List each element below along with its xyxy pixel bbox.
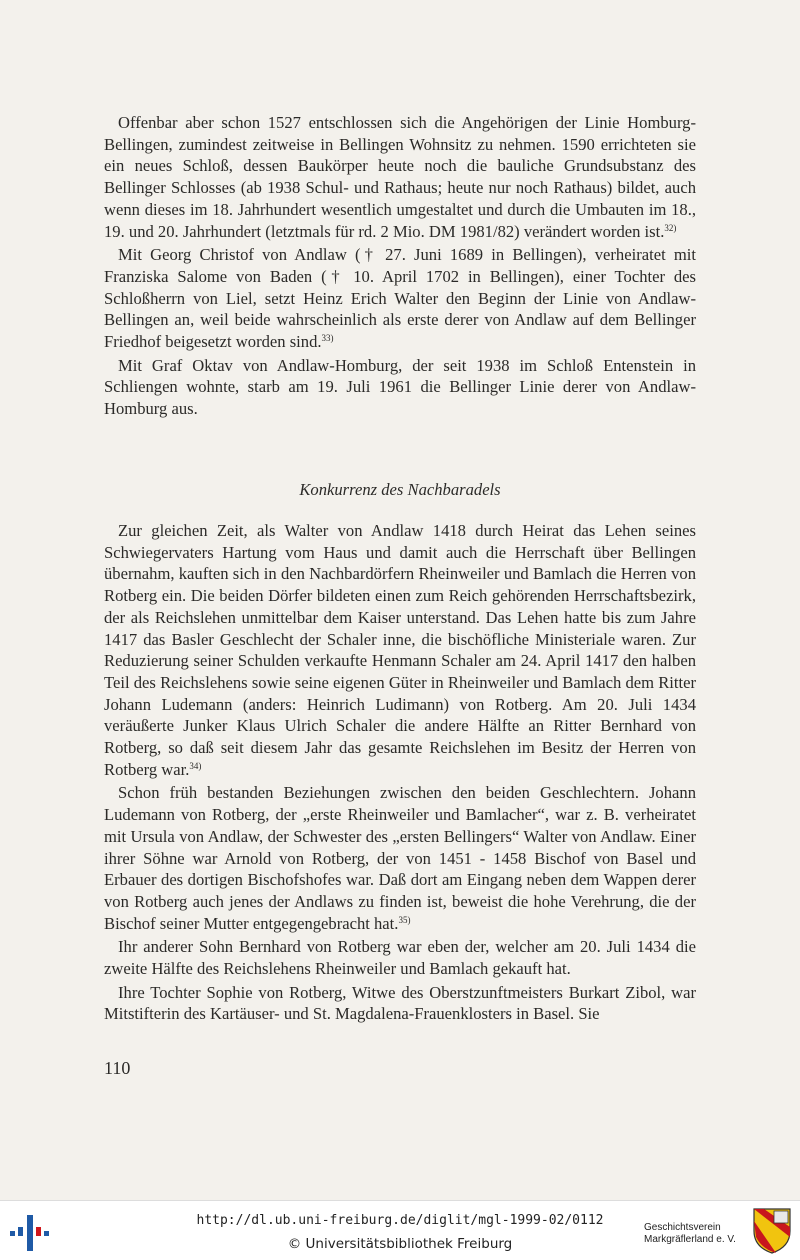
footnote-ref: 32) bbox=[664, 222, 677, 233]
paragraph: Ihre Tochter Sophie von Rotberg, Witwe des Oberstzunftmeisters Burkart Zibol, war Mitstifterin des Kartäuser- und St. Magdalena-Frauenklosters in Basel. Sie bbox=[104, 982, 696, 1024]
society-name-line2: Markgräflerland e. V. bbox=[644, 1234, 736, 1245]
footer-bar bbox=[0, 1200, 800, 1260]
paragraph: Schon früh bestanden Beziehungen zwischen den beiden Geschlechtern. Johann Ludemann von Rotberg, der „erste Rheinweiler und Bamlacher“, war z. B. verheiratet mit Ursula von Andlaw, der Schwester des „ersten Bellingers“ Walter von Andlaw. Einer ihrer Söhne war Arnold von Rotberg, der von 1451 - 1458 Bischof von Basel und Erbauer des dortigen Bischofshofes war. Daß dort am Eingang neben dem Wappen derer von Rotberg auch jenes der Andlaws zu finden ist, beweist die hohe Verehrung, die der Bischof seiner Mutter entgegengebracht hat.$^{35)}$ bbox=[104, 783, 696, 933]
paragraph: Mit Graf Oktav von Andlaw-Homburg, der seit 1938 im Schloß Entenstein in Schliengen wohnte, starb am 19. Juli 1961 die Bellinger Linie derer von Andlaw-Homburg aus. bbox=[104, 355, 696, 419]
text-block-bottom bbox=[104, 520, 696, 1027]
paragraph: Offenbar aber schon 1527 entschlossen sich die Angehörigen der Linie Homburg-Bellingen, zumindest zeitweise in Bellingen Wohnsitz zu nehmen. 1590 errichteten sie ein neues Schloß, dessen Baukörper heute noch die bauliche Grundsubstanz des Bellinger Schlosses (ab 1938 Schul- und Rathaus; heute nur noch Rathaus) bildet, auch wenn dieses im 18. Jahrhundert wesentlich umgestaltet und durch die Umbauten im 18., 19. und 20. Jahrhundert (letztmals für rd. 2 Mio. DM 1981/82) verändert worden ist.$^{32)}$ bbox=[104, 113, 696, 241]
coat-of-arms-icon bbox=[752, 1207, 792, 1255]
footnote-ref: 35) bbox=[398, 914, 411, 925]
paragraph: Mit Georg Christof von Andlaw († 27. Juni 1689 in Bellingen), verheiratet mit Franziska Salome von Baden († 10. April 1702 in Bellingen), einer Tochter des Schloßherrn von Liel, setzt Heinz Erich Walter den Beginn der Linie von Andlaw-Bellingen an, weil beide wahrscheinlich als erste derer von Andlaw auf dem Bellinger Friedhof beigesetzt worden sind.$^{33)}$ bbox=[104, 245, 696, 352]
copyright-notice: © Universitätsbibliothek Freiburg bbox=[287, 1236, 513, 1252]
footnote-ref: 34) bbox=[189, 760, 202, 771]
footnote-ref: 33) bbox=[321, 333, 334, 344]
source-url-link[interactable]: http://dl.ub.uni-freiburg.de/diglit/mgl-1999-02/0112 bbox=[196, 1213, 604, 1228]
society-name bbox=[644, 1222, 736, 1246]
section-heading: Konkurrenz des Nachbaradels bbox=[299, 480, 501, 499]
society-name-line1: Geschichtsverein bbox=[644, 1222, 721, 1233]
page-number: 110 bbox=[104, 1058, 131, 1078]
paragraph: Ihr anderer Sohn Bernhard von Rotberg war eben der, welcher am 20. Juli 1434 die zweite Hälfte des Reichslehens Rheinweiler und Bamlach gekauft hat. bbox=[104, 937, 696, 979]
paragraph: Zur gleichen Zeit, als Walter von Andlaw 1418 durch Heirat das Lehen seines Schwiegervaters Hartung vom Haus und damit auch die Herrschaft über Bellingen übernahm, kauften sich in den Nachbardörfern Rheinweiler und Bamlach die Herren von Rotberg ein. Die beiden Dörfer bildeten einen zum Reich gehörenden Herrschaftsbezirk, der als Reichslehen unmittelbar dem Kaiser unterstand. Das Lehen hatte bis zum Jahre 1417 das Basler Geschlecht der Schaler inne, die bischöfliche Ministeriale waren. Zur Reduzierung seiner Schulden verkaufte Henmann Schaler am 24. April 1417 den halben Teil des Reichslehens sowie seine eigenen Güter in Rheinweiler und Bamlach dem Ritter Johann Ludemann (anders: Heinrich Ludimann) von Rotberg. Am 20. Juli 1434 veräußerte Junker Klaus Ulrich Schaler die andere Hälfte an Ritter Bernhard von Rotberg, so daß seit diesem Jahr das gesamte Reichslehen im Besitz der Herren von Rotberg war.$^{34)}$ bbox=[104, 521, 696, 779]
text-block-top bbox=[104, 112, 696, 422]
